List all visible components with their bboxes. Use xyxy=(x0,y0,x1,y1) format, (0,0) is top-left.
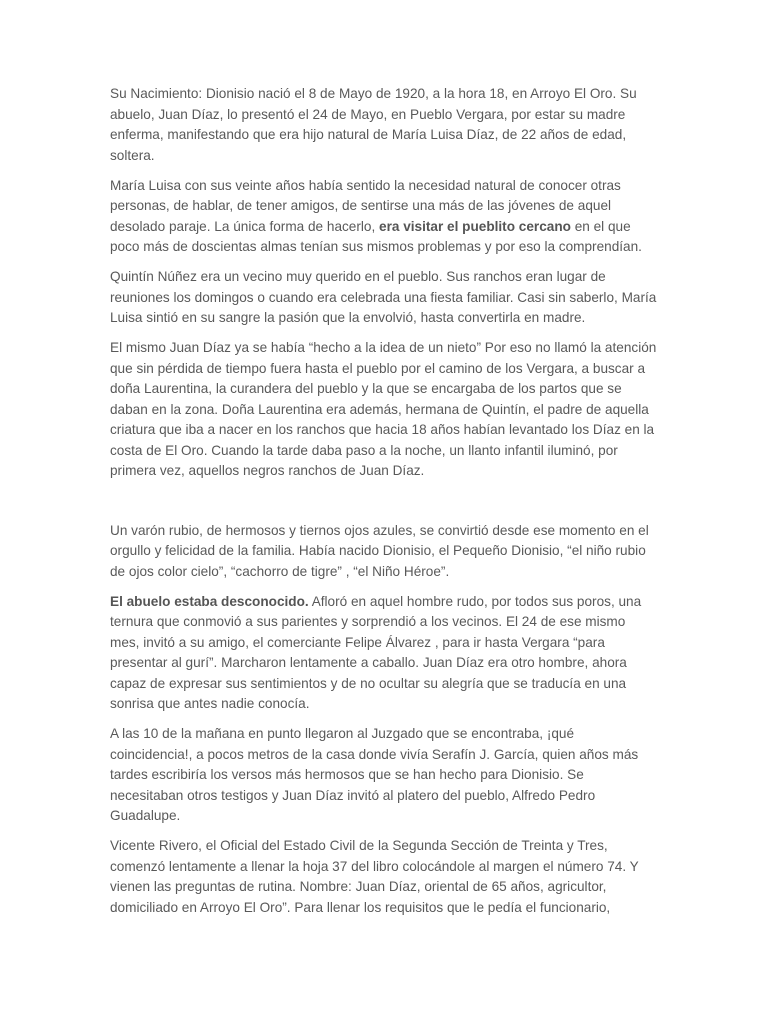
paragraph-abuelo xyxy=(110,592,658,715)
paragraph-maria-luisa xyxy=(110,176,658,258)
document-page xyxy=(110,84,658,928)
paragraph-varon-rubio xyxy=(110,521,658,583)
paragraph-birth xyxy=(110,84,658,166)
bold-phrase: era visitar el pueblito cercano xyxy=(379,218,571,234)
paragraph-text: Quintín Núñez era un vecino muy querido en el pueblo. Sus ranchos eran lugar de reuniones los domingos o cuando era celebrada una fiesta familiar. Casi sin saberlo, María Luisa sintió en su sangre la pasión que la envolvió, hasta convertirla en madre. xyxy=(110,269,657,325)
paragraph-text: Afloró en aquel hombre rudo, por todos sus poros, una ternura que conmovió a sus parientes y sorprendió a los vecinos. El 24 de ese mismo mes, invitó a su amigo, el comerciante Felipe Álvarez , para ir hasta Vergara “para presentar al gurí”. Marcharon lentamente a caballo. Juan Díaz era otro hombre, ahora capaz de expresar sus sentimientos y de no ocultar su alegría que se traducía en una sonrisa que antes nadie conocía. xyxy=(110,593,642,711)
paragraph-text: Vicente Rivero, el Oficial del Estado Civil de la Segunda Sección de Treinta y Tres, comenzó lentamente a llenar la hoja 37 del libro colocándole al margen el número 74. Y vienen las preguntas de rutina. Nombre: Juan Díaz, oriental de 65 años, agricultor, domiciliado en Arroyo El Oro”. Para llenar los requisitos que le pedía el funcionario, xyxy=(110,838,639,915)
paragraph-text: A las 10 de la mañana en punto llegaron al Juzgado que se encontraba, ¡qué coincidencia!, a pocos metros de la casa donde vivía Serafín J. García, quien años más tardes escribiría los versos más hermosos que se han hecho para Dionisio. Se necesitaban otros testigos y Juan Díaz invitó al platero del pueblo, Alfredo Pedro Guadalupe. xyxy=(110,726,639,823)
paragraph-juzgado xyxy=(110,724,658,827)
bold-phrase: El abuelo estaba desconocido. xyxy=(110,593,309,609)
paragraph-text: Un varón rubio, de hermosos y tiernos ojos azules, se convirtió desde ese momento en el orgullo y felicidad de la familia. Había nacido Dionisio, el Pequeño Dionisio, “el niño rubio de ojos color cielo”, “cachorro de tigre” , “el Niño Héroe”. xyxy=(110,522,649,579)
paragraph-quintin xyxy=(110,267,658,329)
paragraph-vicente-rivero xyxy=(110,836,658,918)
paragraph-text: en el que poco más de doscientas almas tenían sus mismos problemas y por eso la comprendían. xyxy=(110,218,642,254)
paragraph-text: María Luisa con sus veinte años había sentido la necesidad natural de conocer otras personas, de hablar, de tener amigos, de sentirse una más de las jóvenes de aquel desolado paraje. La única forma de hacerlo, xyxy=(110,177,621,234)
paragraph-text: El mismo Juan Díaz ya se había “hecho a la idea de un nieto” Por eso no llamó la atención que sin pérdida de tiempo fuera hasta el pueblo por el camino de los Vergara, a buscar a doña Laurentina, la curandera del pueblo y la que se encargaba de los partos que se daban en la zona. Doña Laurentina era además, hermana de Quintín, el padre de aquella criatura que iba a nacer en los ranchos que hacia 18 años habían levantado los Díaz en la costa de El Oro. Cuando la tarde daba paso a la noche, un llanto infantil iluminó, por primera vez, aquellos negros ranchos de Juan Díaz. xyxy=(110,340,657,478)
paragraph-juan-diaz xyxy=(110,338,658,482)
paragraph-text: Su Nacimiento: Dionisio nació el 8 de Mayo de 1920, a la hora 18, en Arroyo El Oro. Su abuelo, Juan Díaz, lo presentó el 24 de Mayo, en Pueblo Vergara, por estar su madre enferma, manifestando que era hijo natural de María Luisa Díaz, de 22 años de edad, soltera. xyxy=(110,86,637,163)
